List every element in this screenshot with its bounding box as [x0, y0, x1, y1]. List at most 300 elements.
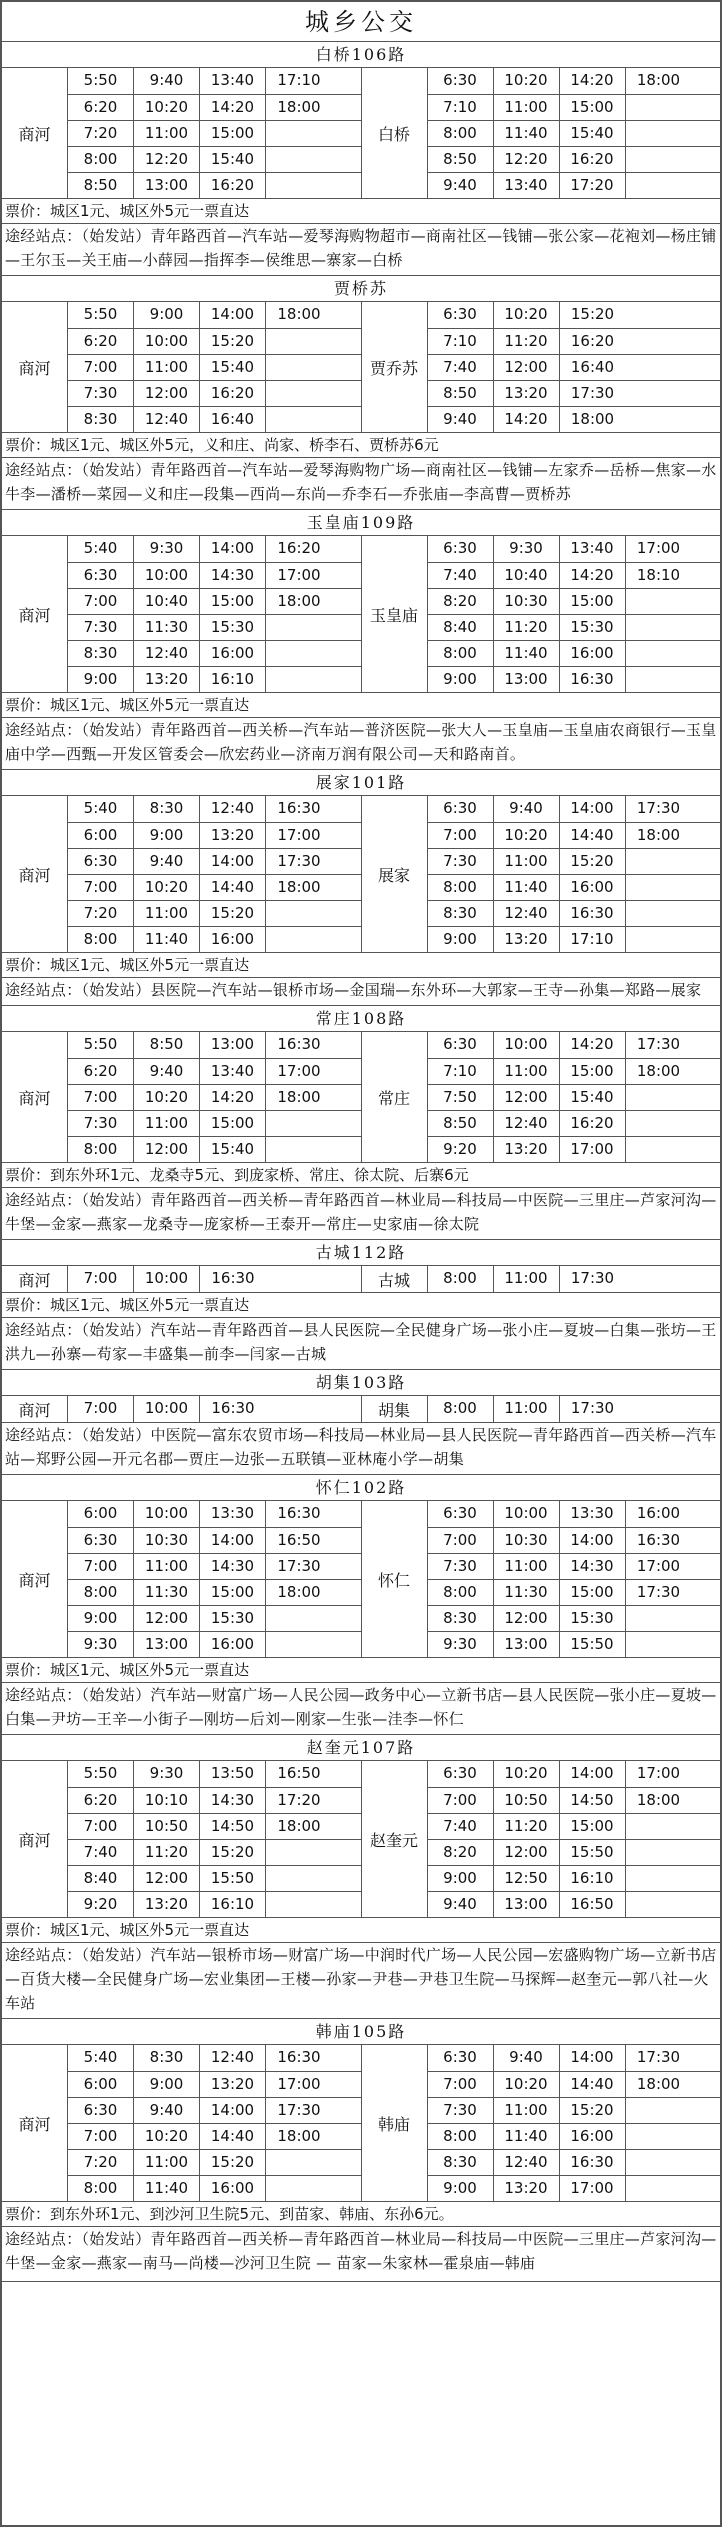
schedule-table	[2, 302, 720, 433]
departure-time-cell: 8:30	[428, 1606, 494, 1631]
departure-time-cell: 10:00	[134, 1501, 200, 1527]
departure-time-cell: 14:00	[560, 1761, 626, 1787]
departure-time-cell: 18:00	[636, 71, 681, 89]
destination-departure-times	[428, 1761, 721, 1917]
departure-time-cell: 14:30	[560, 1554, 626, 1579]
destination-departure-times	[428, 1396, 721, 1422]
departure-time-cell: 9:20	[68, 1892, 134, 1917]
departure-time-cell	[266, 901, 332, 926]
departure-time-cell: 7:40	[68, 1840, 134, 1865]
departure-time-cell: 11:00	[494, 2098, 560, 2123]
departure-time-cell: 10:20	[134, 95, 200, 120]
departure-time-cell: 15:50	[560, 1840, 626, 1865]
departure-time-cell: 14:00	[200, 849, 266, 874]
route-stops: 途经站点：（始发站）汽车站—财富广场—人民公园—政务中心—立新书店—县人民医院—张小庄—夏坡—白集—尹坊—王辛—小街子—刚坊—后刘—刚家—生张—洼李—怀仁	[5, 1686, 717, 1728]
departure-time-cell: 9:40	[134, 68, 200, 94]
departure-time-cell	[626, 875, 692, 900]
departure-time-cell: 18:00	[277, 1817, 321, 1835]
table-row	[68, 380, 361, 406]
route-stops: 途经站点：（始发站）汽车站—青年路西首—县人民医院—全民健身广场—张小庄—夏坡—白集—张坊—王洪九—孙寨—苟家—丰盛集—前李—闫家—古城	[5, 1321, 717, 1363]
table-row	[68, 1813, 361, 1839]
table-row	[68, 848, 361, 874]
departure-time-cell: 14:40	[560, 2072, 626, 2097]
departure-time-cell	[626, 1866, 692, 1891]
table-row	[68, 2123, 361, 2149]
origin-stop-label: 商河	[2, 1032, 68, 1162]
departure-time-cell: 16:00	[200, 641, 266, 666]
departure-time-cell: 8:30	[134, 2045, 200, 2071]
departure-time-cell: 7:30	[68, 615, 134, 640]
departure-time-cell	[626, 1892, 692, 1917]
departure-time-cell: 13:30	[560, 1501, 626, 1527]
table-row	[428, 354, 721, 380]
departure-time-cell: 7:40	[428, 355, 494, 380]
departure-time-cell	[266, 1866, 332, 1891]
destination-departure-times	[428, 1032, 721, 1162]
departure-time-cell	[266, 927, 332, 952]
destination-departure-times	[428, 536, 721, 692]
table-row	[428, 1631, 721, 1657]
route-stops: 途经站点：（始发站）青年路西首—汽车站—爱琴海购物超市—商南社区—钱铺—张公家—花袍刘—杨庄铺—王尔玉—关王庙—小薛园—指挥李—侯维思—寨家—白桥	[5, 227, 717, 269]
table-row	[428, 1396, 721, 1422]
departure-time-cell: 9:20	[428, 1137, 494, 1162]
origin-stop-label: 商河	[2, 1761, 68, 1917]
fare-info: 票价：城区1元、城区外5元一票直达	[2, 693, 720, 718]
departure-time-cell: 15:00	[200, 1580, 266, 1605]
departure-time-cell: 14:30	[200, 1554, 266, 1579]
departure-time-cell: 11:00	[494, 95, 560, 120]
departure-time-cell: 7:10	[428, 95, 494, 120]
route-stops: 途经站点：（始发站）中医院—富东农贸市场—科技局—林业局—县人民医院—青年路西首—西关桥—汽车站—郑野公园—开元名郡—贾庄—边张—五联镇—亚林庵小学—胡集	[5, 1426, 717, 1468]
departure-time-cell: 8:00	[428, 121, 494, 146]
departure-time-cell	[266, 1892, 332, 1917]
departure-time-cell: 18:00	[277, 98, 321, 116]
departure-time-cell	[626, 1111, 692, 1136]
departure-time-cell: 16:30	[560, 2150, 626, 2175]
fare-info: 票价：城区1元、城区外5元一票直达	[2, 1658, 720, 1683]
departure-time-cell: 16:00	[560, 641, 626, 666]
table-row	[428, 1579, 721, 1605]
table-row	[68, 1501, 361, 1527]
table-row	[428, 1605, 721, 1631]
route-stops: 途经站点：（始发站）青年路西首—西关桥—汽车站—普济医院—张大人—玉皇庙—玉皇庙农商银行—玉皇庙中学—西甄—开发区管委会—欣宏药业—济南万润有限公司—天和路南首。	[5, 721, 717, 763]
table-row	[68, 1891, 361, 1917]
departure-time-cell: 16:00	[636, 1504, 681, 1522]
departure-time-cell: 6:00	[68, 1501, 134, 1527]
destination-stop-label: 展家	[362, 796, 428, 952]
route-title: 怀仁102路	[2, 1475, 720, 1501]
departure-time-cell	[266, 173, 332, 198]
departure-time-cell: 6:20	[68, 1059, 134, 1084]
departure-time-cell	[266, 1840, 332, 1865]
table-row	[68, 1579, 361, 1605]
departure-time-cell: 8:40	[428, 615, 494, 640]
departure-time-cell: 15:30	[560, 1606, 626, 1631]
departure-time-cell: 8:00	[68, 2176, 134, 2201]
departure-time-cell	[266, 641, 332, 666]
schedule-table	[2, 1032, 720, 1163]
departure-time-cell: 18:00	[570, 410, 615, 428]
departure-time-cell: 16:40	[200, 407, 266, 432]
departure-time-cell	[266, 147, 332, 172]
departure-time-cell: 6:30	[68, 849, 134, 874]
departure-time-cell: 6:30	[428, 796, 494, 822]
table-row	[68, 1110, 361, 1136]
destination-stop-label: 赵奎元	[362, 1761, 428, 1917]
departure-time-cell: 12:00	[134, 381, 200, 406]
departure-time-cell: 16:50	[560, 1892, 626, 1917]
route-title: 贾桥苏	[2, 276, 720, 302]
departure-time-cell: 9:40	[134, 849, 200, 874]
departure-time-cell	[626, 849, 692, 874]
table-row	[428, 614, 721, 640]
departure-time-cell: 13:20	[494, 381, 560, 406]
departure-time-cell	[266, 1137, 332, 1162]
departure-time-cell: 15:20	[200, 1840, 266, 1865]
schedule-table	[2, 1396, 720, 1423]
table-row	[428, 2071, 721, 2097]
departure-time-cell: 10:40	[494, 563, 560, 588]
route-title: 常庄108路	[2, 1006, 720, 1032]
departure-time-cell: 14:40	[560, 823, 626, 848]
departure-time-cell: 11:00	[134, 901, 200, 926]
departure-time-cell: 8:00	[428, 1396, 494, 1422]
departure-time-cell: 12:00	[134, 1606, 200, 1631]
departure-time-cell	[626, 667, 692, 692]
departure-time-cell: 16:20	[560, 1111, 626, 1136]
schedule-table	[2, 796, 720, 953]
destination-stop-label: 贾乔苏	[362, 302, 428, 432]
route-section	[2, 1475, 720, 1735]
departure-time-cell: 18:10	[636, 566, 681, 584]
departure-time-cell: 16:50	[277, 1531, 321, 1549]
table-row	[68, 120, 361, 146]
departure-time-cell: 10:40	[134, 589, 200, 614]
table-row	[68, 614, 361, 640]
departure-time-cell: 9:40	[428, 1892, 494, 1917]
departure-time-cell: 8:30	[134, 796, 200, 822]
origin-departure-times	[68, 2045, 362, 2201]
departure-time-cell: 12:40	[494, 2150, 560, 2175]
departure-time-cell: 13:00	[200, 1032, 266, 1058]
departure-time-cell: 12:00	[494, 355, 560, 380]
departure-time-cell: 10:00	[134, 1396, 200, 1422]
departure-time-cell	[626, 2150, 692, 2175]
table-row	[428, 848, 721, 874]
table-row	[68, 666, 361, 692]
departure-time-cell	[626, 147, 692, 172]
departure-time-cell: 15:50	[200, 1866, 266, 1891]
departure-time-cell: 7:00	[428, 1788, 494, 1813]
table-row	[428, 1891, 721, 1917]
destination-departure-times	[428, 68, 721, 198]
departure-time-cell: 10:20	[134, 2124, 200, 2149]
departure-time-cell: 7:40	[428, 563, 494, 588]
departure-time-cell: 10:20	[494, 1761, 560, 1787]
table-row	[428, 1553, 721, 1579]
departure-time-cell: 17:00	[277, 566, 321, 584]
departure-time-cell	[626, 615, 692, 640]
departure-time-cell: 13:20	[134, 667, 200, 692]
table-row	[428, 588, 721, 614]
departure-time-cell	[266, 381, 332, 406]
departure-time-cell: 11:30	[494, 1580, 560, 1605]
table-row	[428, 1110, 721, 1136]
route-title: 赵奎元107路	[2, 1735, 720, 1761]
departure-time-cell: 7:30	[428, 1554, 494, 1579]
departure-time-cell: 16:30	[211, 1399, 255, 1417]
fare-info: 票价：城区1元、城区外5元一票直达	[2, 1293, 720, 1318]
departure-time-cell: 18:00	[277, 592, 321, 610]
departure-time-cell: 7:00	[68, 2124, 134, 2149]
departure-time-cell	[266, 1111, 332, 1136]
departure-time-cell: 13:50	[200, 1761, 266, 1787]
origin-departure-times	[68, 1266, 362, 1292]
route-stops: 途经站点：（始发站）青年路西首—西关桥—青年路西首—林业局—科技局—中医院—三里庄—芦家河沟—牛堡—金家—燕家—南马—尚楼—沙河卫生院 — 苗家—朱家林—霍泉庙—韩庙	[5, 2230, 717, 2272]
route-section	[2, 276, 720, 510]
departure-time-cell	[266, 355, 332, 380]
departure-time-cell	[626, 1632, 692, 1657]
table-row	[428, 328, 721, 354]
table-row	[428, 172, 721, 198]
table-row	[428, 1266, 721, 1292]
departure-time-cell: 7:30	[68, 381, 134, 406]
departure-time-cell: 6:30	[68, 563, 134, 588]
departure-time-cell: 7:00	[68, 1814, 134, 1839]
table-row	[68, 822, 361, 848]
table-row	[428, 406, 721, 432]
route-stops: 途经站点：（始发站）汽车站—银桥市场—财富广场—中润时代广场—人民公园—宏盛购物广场—立新书店—百货大楼—全民健身广场—宏业集团—王楼—孙家—尹巷—尹巷卫生院—马探辉—赵奎元—郭八社—火车站	[5, 1946, 717, 2012]
table-row	[428, 380, 721, 406]
route-title: 玉皇庙109路	[2, 510, 720, 536]
route-stops: 途经站点：（始发站）青年路西首—西关桥—青年路西首—林业局—科技局—中医院—三里庄—芦家河沟—牛堡—金家—燕家—龙桑寺—庞家桥—王泰开—常庄—史家庙—徐太院	[5, 1191, 717, 1233]
departure-time-cell: 15:50	[560, 1632, 626, 1657]
departure-time-cell: 16:20	[200, 381, 266, 406]
departure-time-cell: 15:40	[560, 1085, 626, 1110]
departure-time-cell	[266, 615, 332, 640]
departure-time-cell: 11:40	[494, 121, 560, 146]
origin-stop-label: 商河	[2, 1396, 68, 1422]
departure-time-cell: 11:20	[494, 329, 560, 354]
table-row	[68, 1761, 361, 1787]
departure-time-cell: 18:00	[636, 1791, 681, 1809]
departure-time-cell: 11:30	[134, 615, 200, 640]
departure-time-cell: 9:40	[428, 173, 494, 198]
departure-time-cell: 9:40	[494, 796, 560, 822]
departure-time-cell: 6:30	[428, 1501, 494, 1527]
departure-time-cell: 13:00	[494, 667, 560, 692]
departure-time-cell: 9:00	[428, 2176, 494, 2201]
departure-time-cell: 17:00	[277, 2075, 321, 2093]
departure-time-cell: 8:00	[428, 1580, 494, 1605]
table-row	[68, 1032, 361, 1058]
table-row	[68, 1084, 361, 1110]
departure-time-cell: 9:00	[134, 2072, 200, 2097]
departure-time-cell: 11:00	[494, 1554, 560, 1579]
departure-time-cell: 6:30	[428, 2045, 494, 2071]
departure-time-cell: 7:00	[428, 2072, 494, 2097]
route-section	[2, 1240, 720, 1370]
departure-time-cell: 7:30	[428, 849, 494, 874]
departure-time-cell: 14:40	[200, 875, 266, 900]
route-section	[2, 1006, 720, 1240]
departure-time-cell: 10:20	[494, 2072, 560, 2097]
departure-time-cell: 11:40	[494, 641, 560, 666]
departure-time-cell: 12:40	[494, 901, 560, 926]
origin-departure-times	[68, 536, 362, 692]
table-row	[428, 1865, 721, 1891]
departure-time-cell: 16:30	[636, 1531, 681, 1549]
departure-time-cell: 11:20	[134, 1840, 200, 1865]
departure-time-cell: 10:00	[134, 329, 200, 354]
departure-time-cell: 6:30	[68, 2098, 134, 2123]
departure-time-cell: 8:30	[68, 641, 134, 666]
route-section	[2, 1370, 720, 1475]
departure-time-cell: 13:00	[134, 1632, 200, 1657]
departure-time-cell: 10:00	[494, 1032, 560, 1058]
departure-time-cell	[266, 667, 332, 692]
table-row	[68, 406, 361, 432]
origin-departure-times	[68, 302, 362, 432]
departure-time-cell	[266, 2150, 332, 2175]
table-row	[428, 536, 721, 562]
table-row	[68, 1266, 361, 1292]
route-section	[2, 770, 720, 1006]
departure-time-cell: 11:00	[494, 1396, 560, 1422]
departure-time-cell: 5:40	[68, 536, 134, 562]
departure-time-cell: 12:20	[134, 147, 200, 172]
departure-time-cell: 13:40	[200, 68, 266, 94]
table-row	[68, 640, 361, 666]
departure-time-cell: 13:20	[494, 927, 560, 952]
departure-time-cell	[626, 901, 692, 926]
departure-time-cell	[626, 927, 692, 952]
table-row	[68, 562, 361, 588]
destination-departure-times	[428, 1266, 721, 1292]
departure-time-cell: 11:00	[494, 849, 560, 874]
departure-time-cell: 17:30	[277, 852, 321, 870]
departure-time-cell: 12:00	[494, 1085, 560, 1110]
departure-time-cell: 7:20	[68, 121, 134, 146]
departure-time-cell: 8:30	[428, 901, 494, 926]
departure-time-cell: 17:30	[570, 1269, 615, 1287]
destination-departure-times	[428, 1501, 721, 1657]
departure-time-cell: 8:00	[428, 1266, 494, 1292]
destination-stop-label: 胡集	[362, 1396, 428, 1422]
table-row	[68, 1865, 361, 1891]
departure-time-cell: 8:40	[68, 1866, 134, 1891]
departure-time-cell: 8:30	[428, 2150, 494, 2175]
table-row	[428, 874, 721, 900]
departure-time-cell: 13:00	[134, 173, 200, 198]
departure-time-cell: 15:40	[200, 355, 266, 380]
departure-time-cell: 11:30	[134, 1580, 200, 1605]
departure-time-cell: 17:00	[277, 1062, 321, 1080]
origin-stop-label: 商河	[2, 796, 68, 952]
origin-stop-label: 商河	[2, 68, 68, 198]
departure-time-cell	[626, 95, 692, 120]
table-row	[428, 120, 721, 146]
departure-time-cell: 8:20	[428, 589, 494, 614]
departure-time-cell: 15:00	[560, 1814, 626, 1839]
departure-time-cell: 9:00	[68, 667, 134, 692]
origin-departure-times	[68, 1396, 362, 1422]
table-row	[68, 1527, 361, 1553]
departure-time-cell: 14:40	[200, 2124, 266, 2149]
departure-time-cell: 8:00	[68, 927, 134, 952]
departure-time-cell	[626, 2098, 692, 2123]
departure-time-cell: 18:00	[636, 2075, 681, 2093]
route-section	[2, 2019, 720, 2282]
departure-time-cell: 9:00	[68, 1606, 134, 1631]
departure-time-cell	[626, 1814, 692, 1839]
departure-time-cell	[626, 2124, 692, 2149]
departure-time-cell	[626, 121, 692, 146]
departure-time-cell: 17:30	[277, 1557, 321, 1575]
departure-time-cell: 16:10	[200, 667, 266, 692]
table-row	[428, 900, 721, 926]
table-row	[428, 1813, 721, 1839]
departure-time-cell: 7:30	[428, 2098, 494, 2123]
departure-time-cell: 17:30	[636, 1035, 681, 1053]
table-row	[428, 640, 721, 666]
departure-time-cell: 16:30	[277, 2048, 321, 2066]
departure-time-cell	[626, 589, 692, 614]
origin-stop-label: 商河	[2, 302, 68, 432]
route-stops: 途经站点：（始发站）青年路西首—汽车站—爱琴海购物广场—商南社区—钱铺—左家乔—岳桥—焦家—水牛李—潘桥—菜园—义和庄—段集—西尚—东尚—乔李石—乔张庙—李高曹—贾桥苏	[5, 461, 717, 503]
departure-time-cell	[266, 121, 332, 146]
departure-time-cell: 7:10	[428, 1059, 494, 1084]
departure-time-cell: 15:00	[560, 589, 626, 614]
departure-time-cell: 17:20	[560, 173, 626, 198]
departure-time-cell: 9:00	[428, 927, 494, 952]
departure-time-cell: 13:00	[494, 1892, 560, 1917]
table-row	[68, 146, 361, 172]
departure-time-cell: 7:30	[68, 1111, 134, 1136]
departure-time-cell: 17:10	[560, 927, 626, 952]
departure-time-cell: 15:00	[200, 121, 266, 146]
departure-time-cell: 9:40	[134, 1059, 200, 1084]
departure-time-cell	[626, 173, 692, 198]
departure-time-cell: 16:30	[211, 1269, 255, 1287]
departure-time-cell: 15:20	[560, 2098, 626, 2123]
departure-time-cell: 18:00	[636, 1062, 681, 1080]
table-row	[428, 796, 721, 822]
table-row	[68, 172, 361, 198]
departure-time-cell	[626, 1137, 692, 1162]
table-row	[68, 1553, 361, 1579]
table-row	[68, 302, 361, 328]
table-row	[428, 1084, 721, 1110]
destination-stop-label: 常庄	[362, 1032, 428, 1162]
table-row	[428, 2175, 721, 2201]
fare-info: 票价：到东外环1元、到沙河卫生院5元、到苗家、韩庙、东孙6元。	[2, 2202, 720, 2227]
departure-time-cell: 5:40	[68, 796, 134, 822]
fare-info: 票价：城区1元、城区外5元一票直达	[2, 199, 720, 224]
departure-time-cell: 8:50	[428, 147, 494, 172]
departure-time-cell: 9:00	[428, 1866, 494, 1891]
departure-time-cell: 9:00	[134, 302, 200, 328]
departure-time-cell: 9:30	[68, 1632, 134, 1657]
departure-time-cell: 13:20	[200, 2072, 266, 2097]
departure-time-cell: 15:30	[560, 615, 626, 640]
departure-time-cell: 9:40	[134, 2098, 200, 2123]
departure-time-cell: 7:10	[428, 329, 494, 354]
departure-time-cell: 17:00	[560, 1137, 626, 1162]
departure-time-cell: 15:30	[200, 1606, 266, 1631]
table-row	[68, 874, 361, 900]
departure-time-cell: 7:00	[68, 589, 134, 614]
